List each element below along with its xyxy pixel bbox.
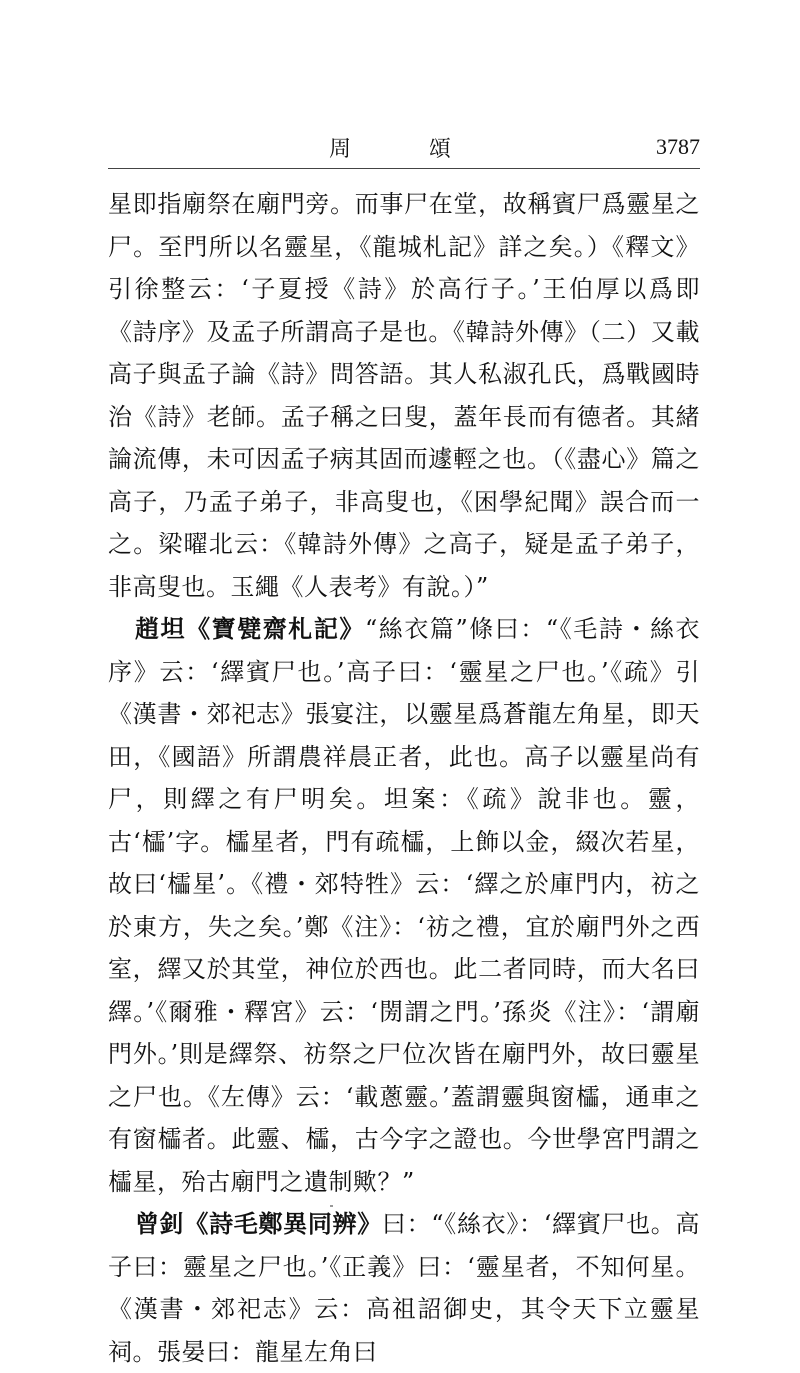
source-citation: 趙坦《寶甓齋札記》	[135, 615, 365, 643]
header-rule	[108, 168, 700, 169]
paragraph-continued	[108, 183, 700, 608]
scan-speck	[330, 1205, 333, 1207]
header-title: 周 頌	[328, 137, 479, 162]
page-number: 3787	[656, 134, 700, 159]
running-header	[108, 130, 700, 170]
paragraph-text: 曰：“《絲衣》：‘繹賓尸也。高子曰：靈星之尸也。’《正義》曰：‘靈星者，不知何星。《漢書・郊祀志》云：高祖詔御史，其令天下立靈星祠。張晏曰：龍星左角曰	[108, 1210, 700, 1366]
paragraph-zhao-tan	[108, 608, 700, 1203]
paragraph-zeng-zhao	[108, 1203, 700, 1373]
paragraph-text: 星即指廟祭在廟門旁。而事尸在堂，故稱賓尸爲靈星之尸。至門所以名靈星，《龍城札記》詳之矣。）《釋文》引徐整云：‘子夏授《詩》於高行子。’王伯厚以爲即《詩序》及孟子所謂高子是也。《韓詩外傳》（二）又載高子與孟子論《詩》問答語。其人私淑孔氏，爲戰國時治《詩》老師。孟子稱之曰叟，蓋年長而有德者。其緒論流傳，未可因孟子病其固而遽輕之也。（《盡心》篇之高子，乃孟子弟子，非高叟也，《困學紀聞》誤合而一之。梁曜北云：《韓詩外傳》之高子，疑是孟子弟子，非高叟也。玉繩《人表考》有說。）”	[108, 190, 700, 601]
source-citation: 曾釗《詩毛鄭異同辨》	[135, 1210, 382, 1238]
paragraph-text: “絲衣篇”條曰：“《毛詩・絲衣序》云：‘繹賓尸也。’高子曰：‘靈星之尸也。’《疏》引《漢書・郊祀志》張宴注，以靈星爲蒼龍左角星，即天田，《國語》所謂農祥晨正者，此也。高子以靈星尚有尸，則繹之有尸明矣。坦案：《疏》說非也。靈，古‘櫺’字。櫺星者，門有疏櫺，上飾以金，綴次若星，故曰‘櫺星’。《禮・郊特牲》云：‘繹之於庫門内，祊之於東方，失之矣。’鄭《注》：‘祊之禮，宜於廟門外之西室，繹又於其堂，神位於西也。此二者同時，而大名曰繹。’《爾雅・釋宮》云：‘閍謂之門。’孫炎《注》：‘謂廟門外。’則是繹祭、祊祭之尸位次皆在廟門外，故曰靈星之尸也。《左傳》云：‘載蔥靈。’蓋謂靈與窗櫺，通車之有窗櫺者。此靈、櫺，古今字之證也。今世學宮門謂之櫺星，殆古廟門之遺制歟？”	[108, 615, 700, 1196]
page-body	[108, 183, 700, 1373]
